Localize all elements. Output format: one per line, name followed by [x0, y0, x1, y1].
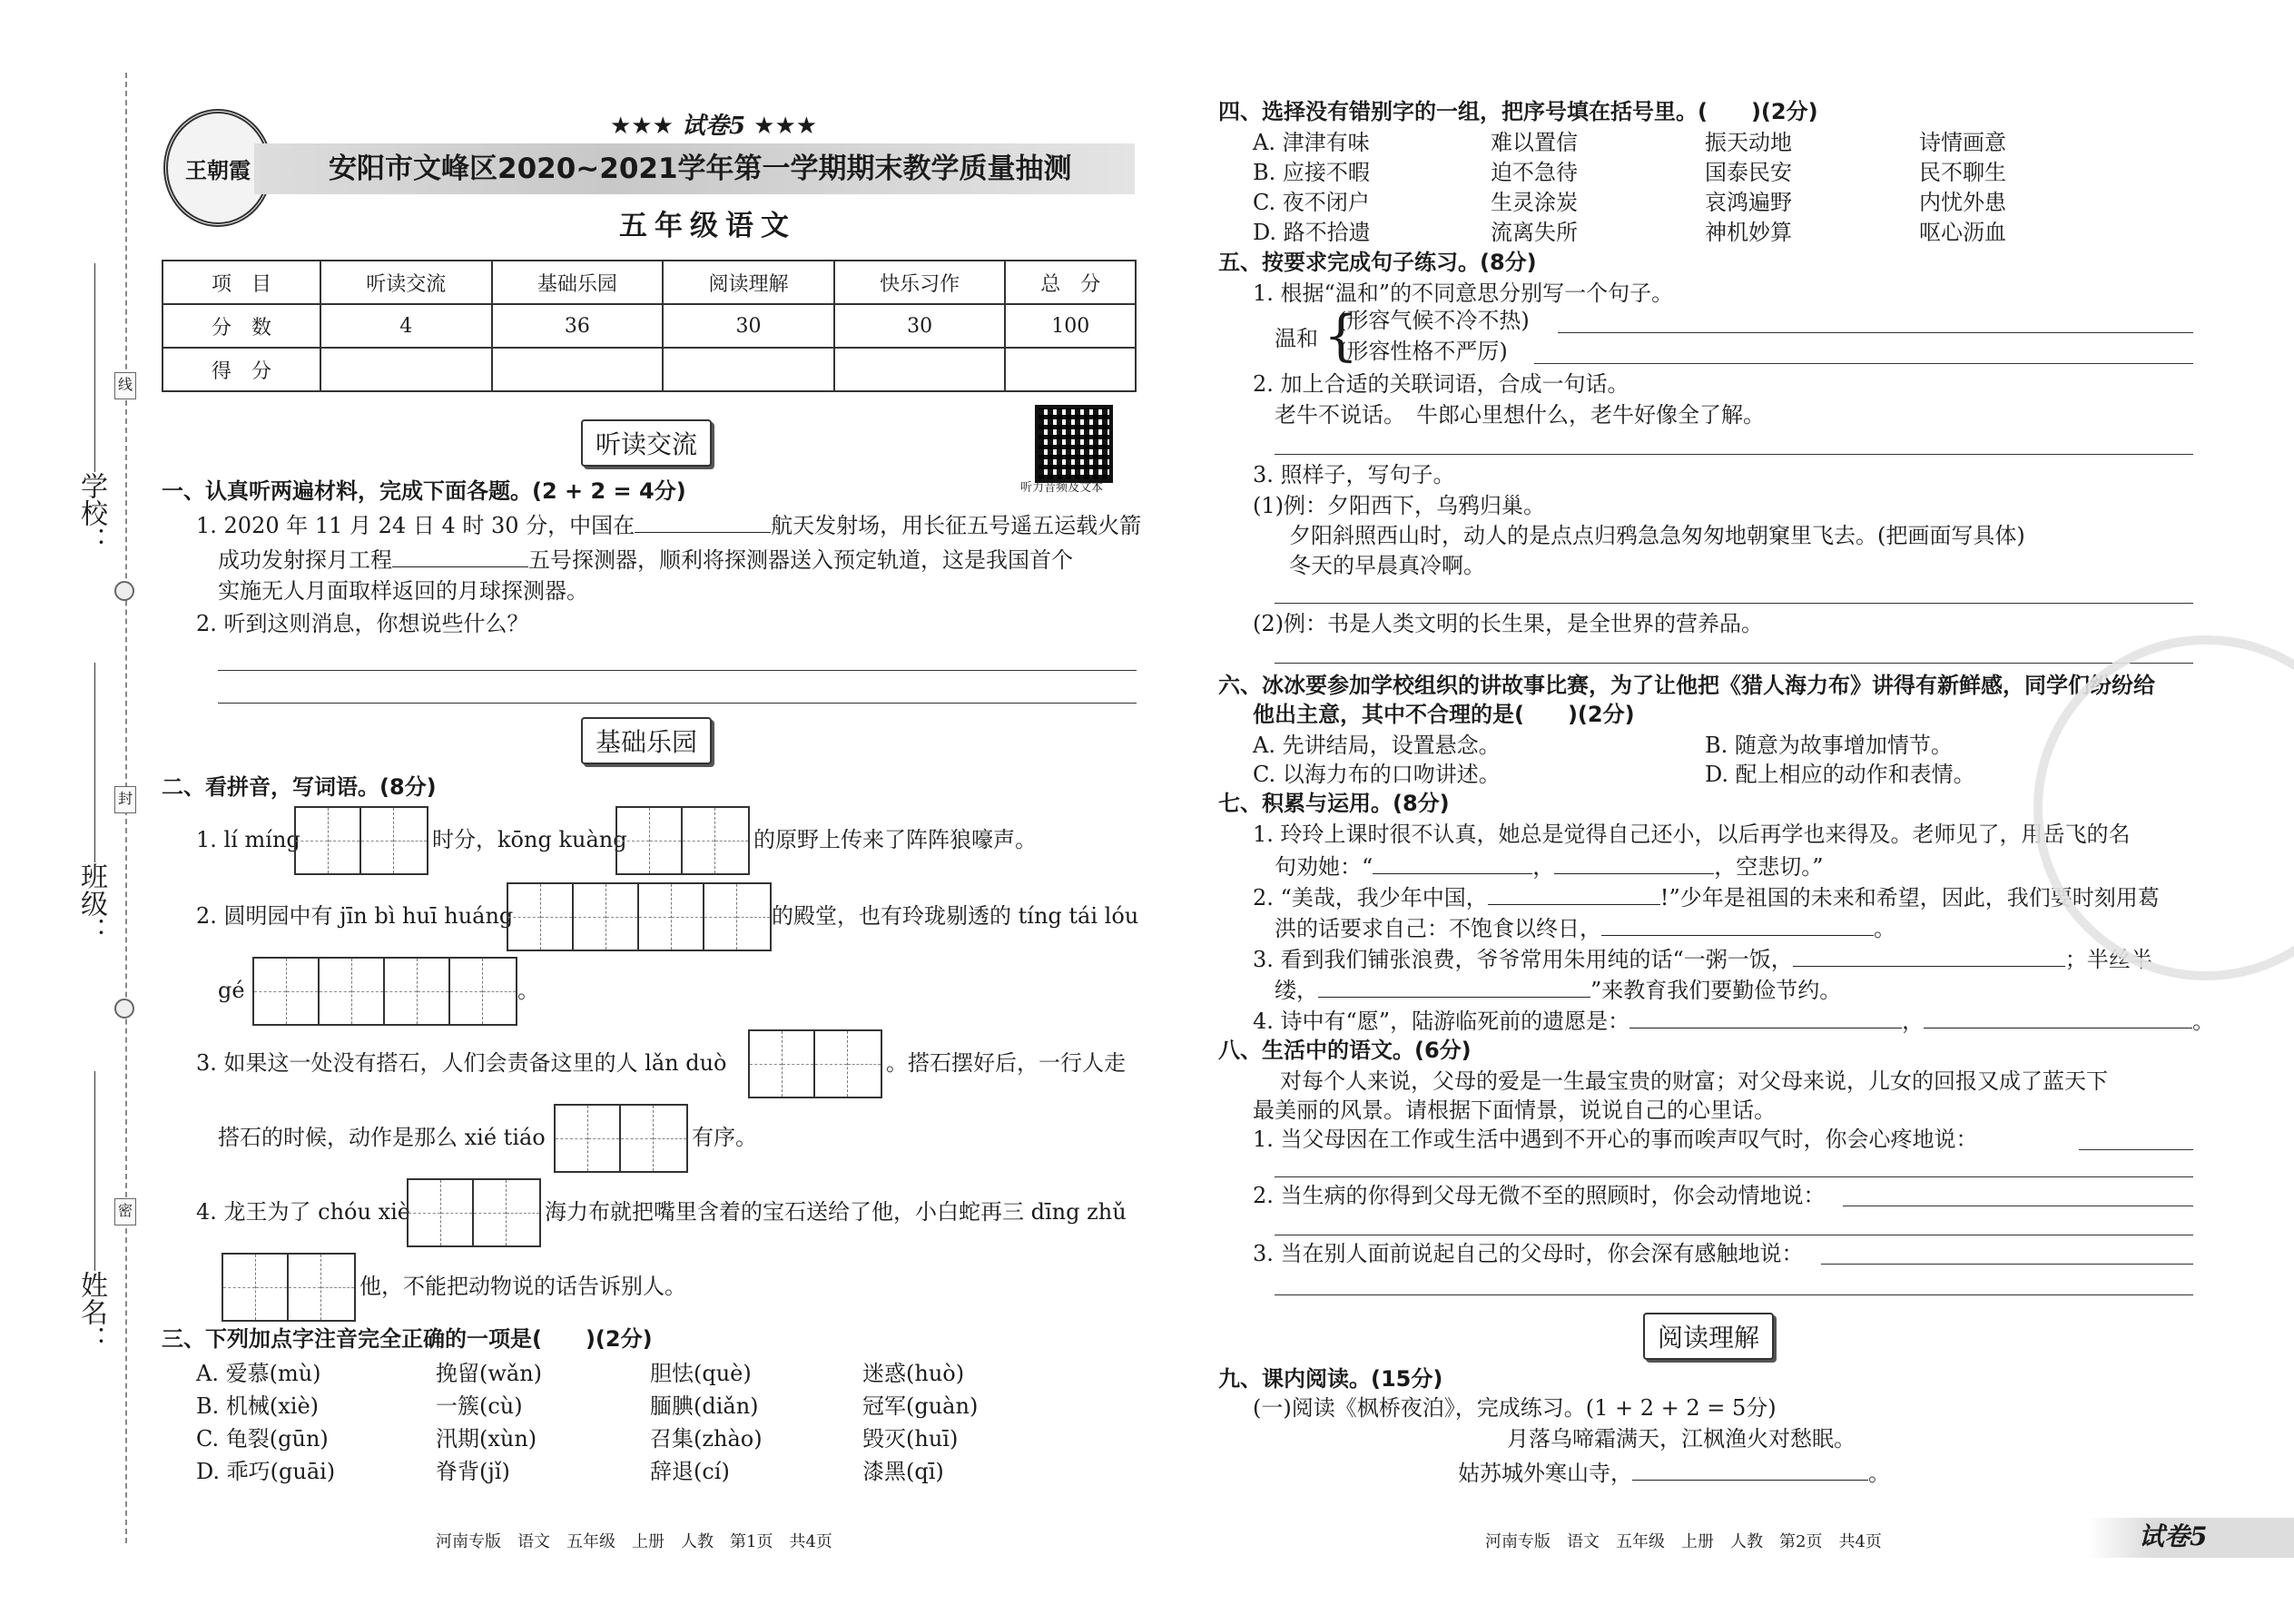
answer-line[interactable] [1275, 663, 2193, 664]
q8-paragraph-1: 对每个人来说，父母的爱是一生最宝贵的财富；对父母来说，儿女的回报又成了蓝天下 [1280, 1068, 2108, 1094]
q8-1: 1. 当父母因在工作或生活中遇到不开心的事而唉声叹气时，你会心疼地说： [1253, 1127, 1978, 1152]
q6-option-d[interactable]: D. 配上相应的动作和表情。 [1705, 762, 1975, 787]
writing-grid[interactable] [407, 1178, 541, 1247]
answer-blank[interactable] [1632, 1458, 1868, 1481]
answer-blank[interactable] [1488, 882, 1660, 905]
answer-line[interactable] [218, 703, 1137, 704]
score-table [162, 260, 1137, 392]
q3-title: 三、下列加点字注音完全正确的一项是( )(2分) [162, 1326, 653, 1352]
school-label: 学校： [75, 472, 107, 554]
q2-2-end: 。 [517, 978, 539, 1003]
q1-1-line1: 1. 2020 年 11 月 24 日 4 时 30 分，中国在 航天发射场，用长征五号遥五运载火箭 [196, 510, 1141, 539]
q7-3-line2: 缕， ”来教育我们要勤俭节约。 [1275, 975, 1841, 1004]
score-cell[interactable] [1005, 348, 1136, 391]
section-tag-reading: 阅读理解 [1643, 1313, 1774, 1360]
writing-grid[interactable] [748, 1029, 882, 1098]
q4-title: 四、选择没有错别字的一组，把序号填在括号里。( )(2分) [1218, 99, 1818, 124]
paper-label: ★★★ 试卷5 ★★★ [610, 113, 818, 140]
subject-title: 五年级语文 [619, 210, 796, 242]
q2-2-mid: 的殿堂，也有玲珑剔透的 tíng tái lóu [772, 903, 1139, 929]
binding-mark-secret: 密 [114, 1198, 136, 1225]
answer-blank[interactable] [392, 545, 528, 567]
binding-mark-line: 线 [114, 372, 136, 399]
writing-grid[interactable] [252, 957, 517, 1026]
answer-blank[interactable] [1318, 975, 1590, 998]
answer-line[interactable] [218, 670, 1137, 671]
q2-3-line2: 搭石的时候，动作是那么 xié tiáo [218, 1125, 546, 1150]
answer-blank[interactable] [1601, 913, 1874, 936]
q7-4: 4. 诗中有“愿”，陆游临死前的遗愿是： ， 。 [1253, 1006, 2214, 1035]
answer-blank[interactable] [1924, 1006, 2192, 1029]
writing-grid[interactable] [294, 806, 428, 875]
answer-blank[interactable] [1793, 944, 2065, 967]
brace-icon: { [1324, 304, 1359, 368]
q2-1-label: 1. lí míng [196, 827, 300, 852]
score-cell[interactable] [834, 348, 1006, 391]
q2-1-mid: 时分，kōng kuàng [432, 827, 627, 852]
name-line [94, 1071, 95, 1271]
answer-line[interactable] [1275, 1176, 2193, 1177]
class-line [94, 663, 95, 862]
q5-3-2: (2)例：书是人类文明的长生果，是全世界的营养品。 [1253, 611, 1763, 636]
score-table-row: 项 目 听读交流 基础乐园 阅读理解 快乐习作 总 分 [162, 261, 1136, 304]
q5-3-1a: 夕阳斜照西山时，动人的是点点归鸦急急匆匆地朝窠里飞去。(把画面写具体) [1289, 523, 2025, 548]
answer-blank[interactable] [1373, 851, 1532, 874]
q6-option-a[interactable]: A. 先讲结局，设置悬念。 [1253, 733, 1501, 758]
q7-2-line2: 洪的话要求自己：不饱食以终日， 。 [1275, 913, 1895, 942]
answer-blank[interactable] [635, 510, 771, 533]
writing-grid[interactable] [554, 1104, 688, 1173]
answer-line[interactable] [2079, 1149, 2193, 1150]
q5-1: 1. 根据“温和”的不同意思分别写一个句子。 [1253, 281, 1674, 306]
q2-3-mid: 。搭石摆好后，一行人走 [886, 1050, 1126, 1076]
q6-option-b[interactable]: B. 随意为故事增加情节。 [1705, 733, 1953, 758]
q1-1-line2: 成功发射探月工程 五号探测器，顺利将探测器送入预定轨道，这是我国首个 [218, 545, 1073, 574]
qr-code-icon [1035, 405, 1113, 483]
q2-3-end: 有序。 [692, 1125, 757, 1150]
q5-3-1b: 冬天的早晨真冷啊。 [1289, 553, 1485, 578]
score-cell[interactable] [663, 348, 834, 391]
binding-mark-seal: 封 [114, 786, 136, 813]
q3-option-a[interactable]: A. 爱慕(mù) [196, 1361, 321, 1386]
q8-title: 八、生活中的语文。(6分) [1218, 1038, 1472, 1063]
school-line [94, 263, 95, 472]
exam-title: 安阳市文峰区2020~2021学年第一学期期末教学质量抽测 [329, 153, 1072, 185]
q3-option-c[interactable]: C. 龟裂(gūn) [196, 1426, 329, 1452]
q3-option-b[interactable]: B. 机械(xiè) [196, 1393, 320, 1419]
q2-2-ge: gé [218, 978, 245, 1003]
q2-4-end: 他，不能把动物说的话告诉别人。 [359, 1274, 686, 1299]
q1-2: 2. 听到这则消息，你想说些什么？ [196, 611, 529, 636]
writing-grid[interactable] [222, 1253, 356, 1322]
score-table-row: 得 分 [162, 348, 1136, 391]
q5-1-word: 温和 [1275, 326, 1318, 351]
answer-line[interactable] [1275, 1294, 2193, 1295]
q2-4-mid: 海力布就把嘴里含着的宝石送给了他，小白蛇再三 dīng zhǔ [545, 1199, 1127, 1225]
q3-option-d[interactable]: D. 乖巧(guāi) [196, 1459, 336, 1484]
q2-title: 二、看拼音，写词语。(8分) [162, 774, 437, 800]
star-icon: ★★★ [753, 113, 818, 140]
logo-text: 王朝霞 [185, 156, 251, 183]
q6-title: 六、冰冰要参加学校组织的讲故事比赛，为了让他把《猎人海力布》讲得有新鲜感，同学们纷纷给 [1218, 673, 2155, 698]
q9-title: 九、课内阅读。(15分) [1218, 1366, 1443, 1392]
answer-line[interactable] [1275, 603, 2193, 604]
q5-2-sentence: 老牛不说话。 牛郎心里想什么，老牛好像全了解。 [1275, 402, 1765, 428]
answer-line[interactable] [1534, 363, 2193, 364]
q7-2-line1: 2. “美哉，我少年中国， !”少年是祖国的未来和希望，因此，我们要时刻用葛 [1253, 882, 2160, 911]
q5-1-b: (形容性格不严厉) [1338, 339, 1508, 364]
class-label: 班级： [75, 862, 107, 944]
q2-2-label: 2. 圆明园中有 jīn bì huī huáng [196, 903, 514, 929]
q4-option-a[interactable]: A. 津津有味 [1253, 130, 1370, 155]
q1-1-line3: 实施无人月面取样返回的月球探测器。 [218, 578, 588, 604]
score-cell[interactable] [320, 348, 492, 391]
q8-3: 3. 当在别人面前说起自己的父母时，你会深有感触地说： [1253, 1241, 1804, 1266]
q8-2: 2. 当生病的你得到父母无微不至的照顾时，你会动情地说： [1253, 1183, 1826, 1208]
binding-hole-icon [114, 999, 134, 1019]
poem-line-2: 姑苏城外寒山寺， 。 [1458, 1458, 1890, 1487]
page-footer-right: 河南专版 语文 五年级 上册 人教 第2页 共4页 [1485, 1532, 1882, 1551]
q1-title: 一、认真听两遍材料，完成下面各题。(2 + 2 = 4分) [162, 478, 686, 504]
binding-hole-icon [114, 581, 134, 601]
score-cell[interactable] [492, 348, 664, 391]
section-tag-basic: 基础乐园 [581, 717, 712, 764]
q2-3-label: 3. 如果这一处没有搭石，人们会责备这里的人 lǎn duò [196, 1050, 727, 1076]
q5-2: 2. 加上合适的关联词语，合成一句话。 [1253, 371, 1629, 397]
page-footer-left: 河南专版 语文 五年级 上册 人教 第1页 共4页 [436, 1532, 832, 1551]
writing-grid[interactable] [615, 806, 750, 875]
q2-4-label: 4. 龙王为了 chóu xiè [196, 1199, 411, 1225]
q5-3: 3. 照样子，写句子。 [1253, 462, 1455, 487]
star-icon: ★★★ [610, 113, 674, 140]
q5-title: 五、按要求完成句子练习。(8分) [1218, 250, 1537, 275]
q2-1-end: 的原野上传来了阵阵狼嚎声。 [753, 827, 1037, 852]
answer-blank[interactable] [1554, 851, 1714, 874]
poem-line-1: 月落乌啼霜满天，江枫渔火对愁眠。 [1507, 1426, 1856, 1452]
answer-line[interactable] [1558, 332, 2193, 333]
q5-1-a: (形容气候不冷不热) [1338, 308, 1530, 333]
q6-title-2: 他出主意，其中不合理的是( )(2分) [1253, 702, 1635, 727]
q7-1-line1: 1. 玲玲上课时很不认真，她总是觉得自己还小，以后再学也来得及。老师见了，用岳飞的名 [1253, 822, 2131, 847]
writing-grid[interactable] [507, 882, 772, 951]
qr-caption: 听力音频及文本 [1020, 481, 1104, 495]
answer-line[interactable] [1275, 454, 2193, 455]
q6-option-c[interactable]: C. 以海力布的口吻讲述。 [1253, 762, 1501, 787]
name-label: 姓名： [75, 1271, 107, 1353]
answer-blank[interactable] [1629, 1006, 1902, 1029]
corner-label: 试卷5 [2139, 1521, 2208, 1551]
q4-option-c[interactable]: C. 夜不闭户 [1253, 190, 1370, 215]
q7-3-line1: 3. 看到我们铺张浪费，爷爷常用朱用纯的话“一粥一饭， ；半丝半 [1253, 944, 2152, 973]
q7-title: 七、积累与运用。(8分) [1218, 791, 1450, 816]
q9-1: (一)阅读《枫桥夜泊》，完成练习。(1 + 2 + 2 = 5分) [1253, 1395, 1777, 1421]
q4-option-d[interactable]: D. 路不拾遗 [1253, 220, 1371, 245]
section-tag-listen: 听读交流 [581, 419, 712, 467]
q8-paragraph-2: 最美丽的风景。请根据下面情景，说说自己的心里话。 [1253, 1097, 1776, 1123]
score-table-row: 分 数 4 36 30 30 100 [162, 304, 1136, 348]
q7-1-line2: 句劝她：“ ， ，空悲切。” [1275, 851, 1824, 881]
q4-option-b[interactable]: B. 应接不暇 [1253, 160, 1370, 185]
answer-line[interactable] [1821, 1264, 2193, 1265]
q5-3-1: (1)例：夕阳西下，乌鸦归巢。 [1253, 493, 1545, 518]
